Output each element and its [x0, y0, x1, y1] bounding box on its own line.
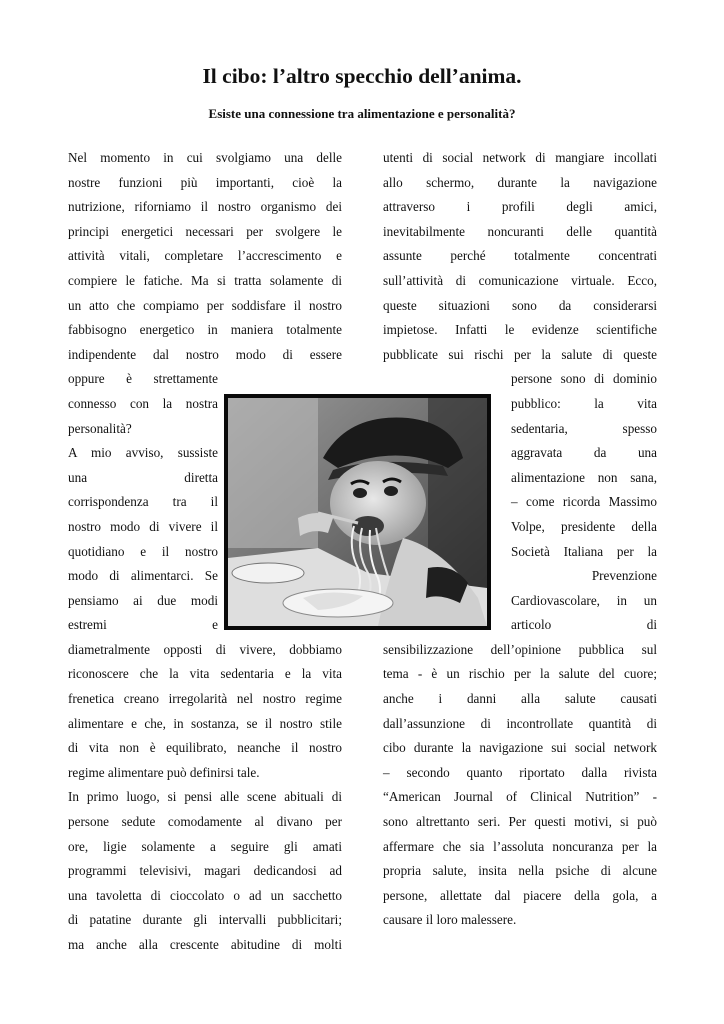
text-line: oppure è strettamente	[68, 371, 218, 387]
text-line: tema - è un rischio per la salute del cuore;	[383, 666, 657, 682]
text-line: estremi e	[68, 617, 218, 633]
text-line: programmi televisivi, magari dedicandosi ad	[68, 863, 342, 879]
text-line: attraverso i profili degli amici,	[383, 199, 657, 215]
text-line: compiere le fatiche. Ma si tratta solamente di	[68, 272, 342, 288]
text-line: alimentazione non sana,	[511, 469, 657, 485]
text-line: una tavoletta di cioccolato o ad un sacchetto	[68, 887, 342, 903]
text-line: quotidiano e il nostro	[68, 543, 218, 559]
text-line: “American Journal of Clinical Nutrition” -	[383, 789, 657, 805]
text-line: Volpe, presidente della	[511, 518, 657, 534]
text-line: cibo durante la navigazione sui social network	[383, 740, 657, 756]
text-line: di patatine durante gli intervalli pubblicitari;	[68, 912, 342, 928]
text-line: In primo luogo, si pensi alle scene abituali di	[68, 789, 342, 805]
text-line: A mio avviso, sussiste	[68, 445, 218, 461]
text-line: un atto che compiamo per soddisfare il nostro	[68, 297, 342, 313]
text-line: nostre funzioni più importanti, cioè la	[68, 174, 342, 190]
text-line: persone, allettate dal piacere della gola, a	[383, 887, 657, 903]
text-line: Cardiovascolare, in un	[511, 592, 657, 608]
text-line: utenti di social network di mangiare incollati	[383, 150, 657, 165]
text-line: fabbisogno energetico in maniera totalmente	[68, 322, 342, 338]
man-eating-spaghetti-photo	[228, 398, 487, 626]
text-line: sedentaria, spesso	[511, 420, 657, 436]
text-line: personalità?	[68, 420, 132, 436]
text-line: diametralmente opposti di vivere, dobbiamo	[68, 641, 342, 657]
article-subtitle: Esiste una connessione tra alimentazione e personalità?	[208, 106, 516, 121]
text-line: alimentare e che, in sostanza, se il nostro stile	[68, 715, 342, 731]
text-line: queste situazioni sono da considerarsi	[383, 297, 657, 313]
article-title: Il cibo: l’altro specchio dell’anima.	[202, 64, 522, 88]
text-line: Società Italiana per la	[511, 543, 657, 559]
text-line: articolo di	[511, 617, 657, 633]
text-line: riconoscere che la vita sedentaria e la vita	[68, 666, 342, 682]
text-line: sono altrettanto seri. Per questi motivi, si può	[383, 814, 657, 830]
text-line: pensiamo ai due modi	[68, 592, 218, 608]
text-line: connesso con la nostra	[68, 395, 218, 411]
text-line: affermare che sia l’assoluta noncuranza per la	[383, 838, 657, 854]
text-line: propria salute, insita nella psiche di alcune	[383, 863, 657, 879]
text-line: pubblicate sui rischi per la salute di queste	[383, 346, 657, 362]
text-line: ma anche alla crescente abitudine di molti	[68, 937, 342, 952]
text-line: sull’attività di comunicazione virtuale. Ecco,	[383, 272, 657, 288]
text-line: Prevenzione	[591, 568, 657, 584]
text-line: ore, ligie solamente a seguire gli amati	[68, 838, 342, 854]
text-line: pubblico: la vita	[511, 395, 657, 411]
text-line: assunte perché totalmente concentrati	[383, 248, 657, 264]
text-line: allo schermo, durante la navigazione	[383, 174, 657, 190]
text-line: frenetica creano irregolarità nel nostro regime	[68, 691, 342, 707]
text-line: di vita non è equilibrato, neanche il nostro	[68, 740, 342, 756]
text-line: Nel momento in cui svolgiamo una delle	[68, 150, 342, 165]
text-line: – secondo quanto riportato dalla rivista	[383, 764, 657, 780]
text-line: impietose. Infatti le evidenze scientifiche	[383, 322, 657, 338]
text-line: causare il loro malessere.	[383, 912, 517, 928]
text-line: inevitabilmente noncuranti delle quantità	[383, 223, 657, 239]
text-line: sensibilizzazione dell’opinione pubblica sul	[383, 641, 657, 657]
text-line: persone sedute comodamente al divano per	[68, 814, 342, 830]
text-line: dall’assunzione di incontrollate quantità di	[383, 715, 657, 731]
text-line: regime alimentare può definirsi tale.	[68, 764, 260, 780]
text-line: nutrizione, riforniamo il nostro organismo dei	[68, 199, 342, 215]
text-line: corrispondenza tra il	[68, 494, 218, 510]
text-line: principi energetici necessari per svolgere le	[68, 223, 342, 239]
text-line: indipendente dal nostro modo di essere	[68, 346, 342, 362]
text-line: modo di alimentarci. Se	[68, 568, 218, 584]
text-line: aggravata da una	[511, 445, 657, 461]
article-photo	[224, 394, 491, 630]
text-line: persone sono di dominio	[511, 371, 657, 387]
text-line: – come ricorda Massimo	[511, 494, 657, 510]
text-line: nostro modo di vivere il	[68, 518, 218, 534]
text-line: anche i danni alla salute causati	[383, 691, 657, 707]
text-line: una diretta	[68, 469, 218, 485]
text-line: attività vitali, completare l’accrescimento e	[68, 248, 342, 264]
